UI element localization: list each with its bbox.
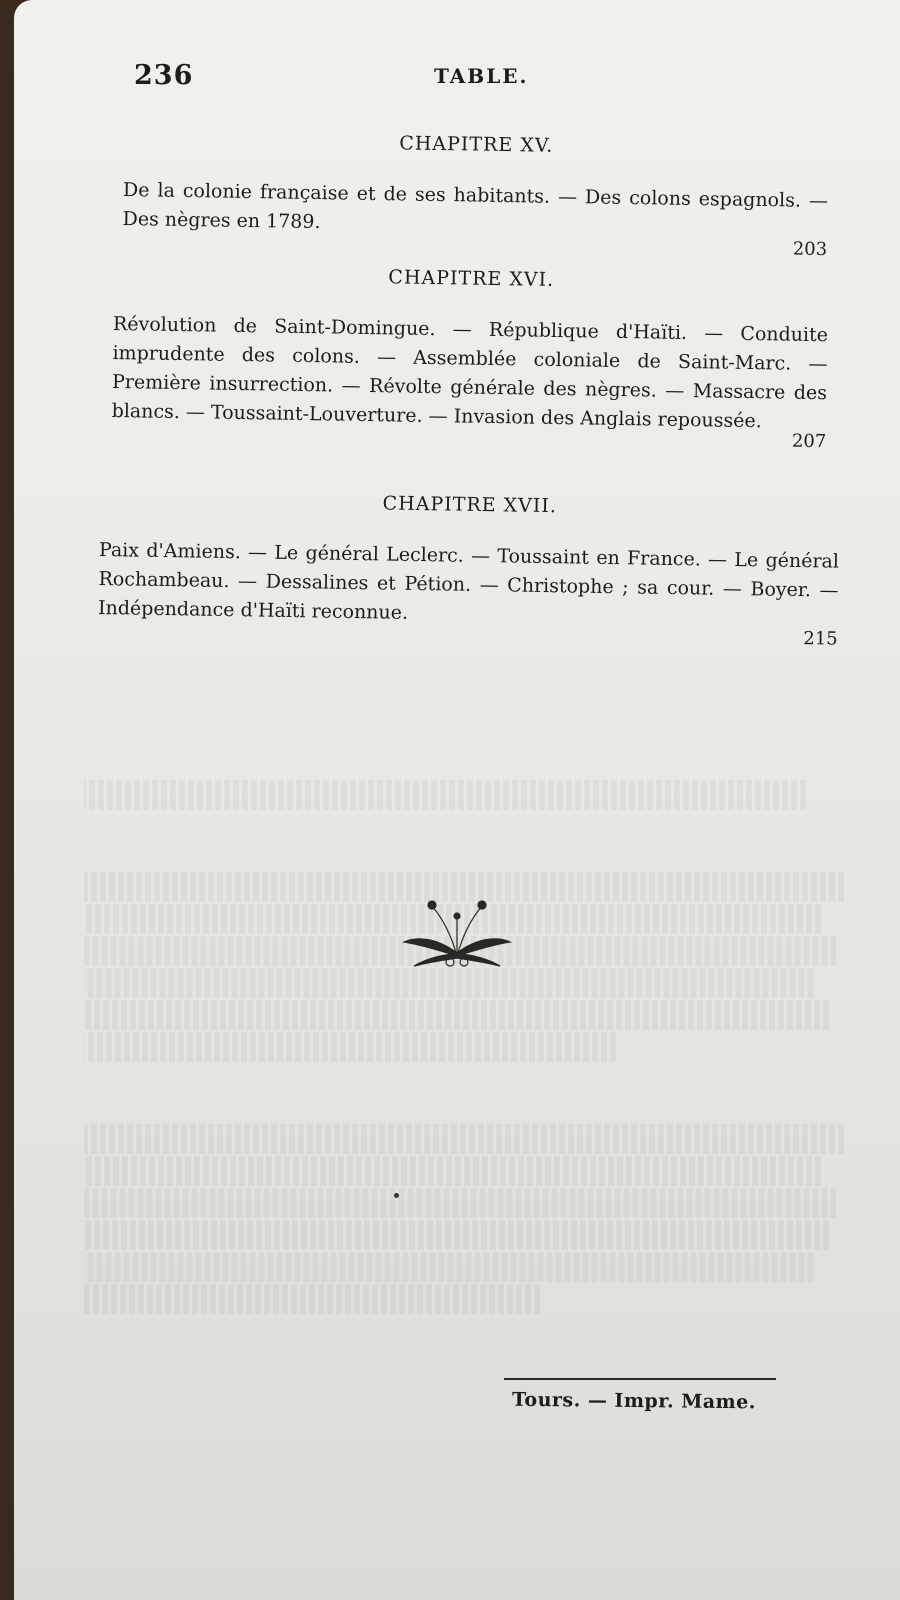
chapter-title: CHAPITRE XVI. [388,266,555,291]
book-page [14,0,900,1600]
chapter-summary: Paix d'Amiens. — Le général Leclerc. — Toussaint en France. — Le général Rochambeau. — Dessalines et Pétion. — Christophe ; sa cour. — Boyer. — Indépendance d'Haïti reconnue. [97,538,840,624]
chapter-page-ref: 215 [803,628,838,650]
chapter-xvi [111,262,829,452]
chapter-summary: Révolution de Saint-Domingue. — République d'Haïti. — Conduite imprudente des colons. — Assemblée coloniale de Saint-Marc. — Première insurrection. — Révolte générale des nègres. — Massacre des blancs. — Toussaint-Louverture. — Invasion des Anglais repoussée. [111,312,829,433]
chapter-page-ref: 207 [791,430,827,453]
chapter-title: CHAPITRE XV. [399,132,554,157]
chapter-summary: De la colonie française et de ses habitants. — Des colons espagnols. — Des nègres en 1789. [122,178,829,234]
floral-ornament-icon [402,898,512,968]
chapter-title: CHAPITRE XVII. [382,492,558,518]
chapter-xv [122,128,829,260]
running-title: TABLE. [434,64,529,88]
chapter-xvii [98,488,840,650]
colophon-rule [504,1378,776,1380]
show-through-text [84,780,844,1420]
colophon: Tours. — Impr. Mame. [511,1388,757,1414]
running-head [134,60,834,100]
page-number: 236 [134,60,194,91]
printer-dot [394,1193,399,1198]
chapter-page-ref: 203 [792,238,828,261]
